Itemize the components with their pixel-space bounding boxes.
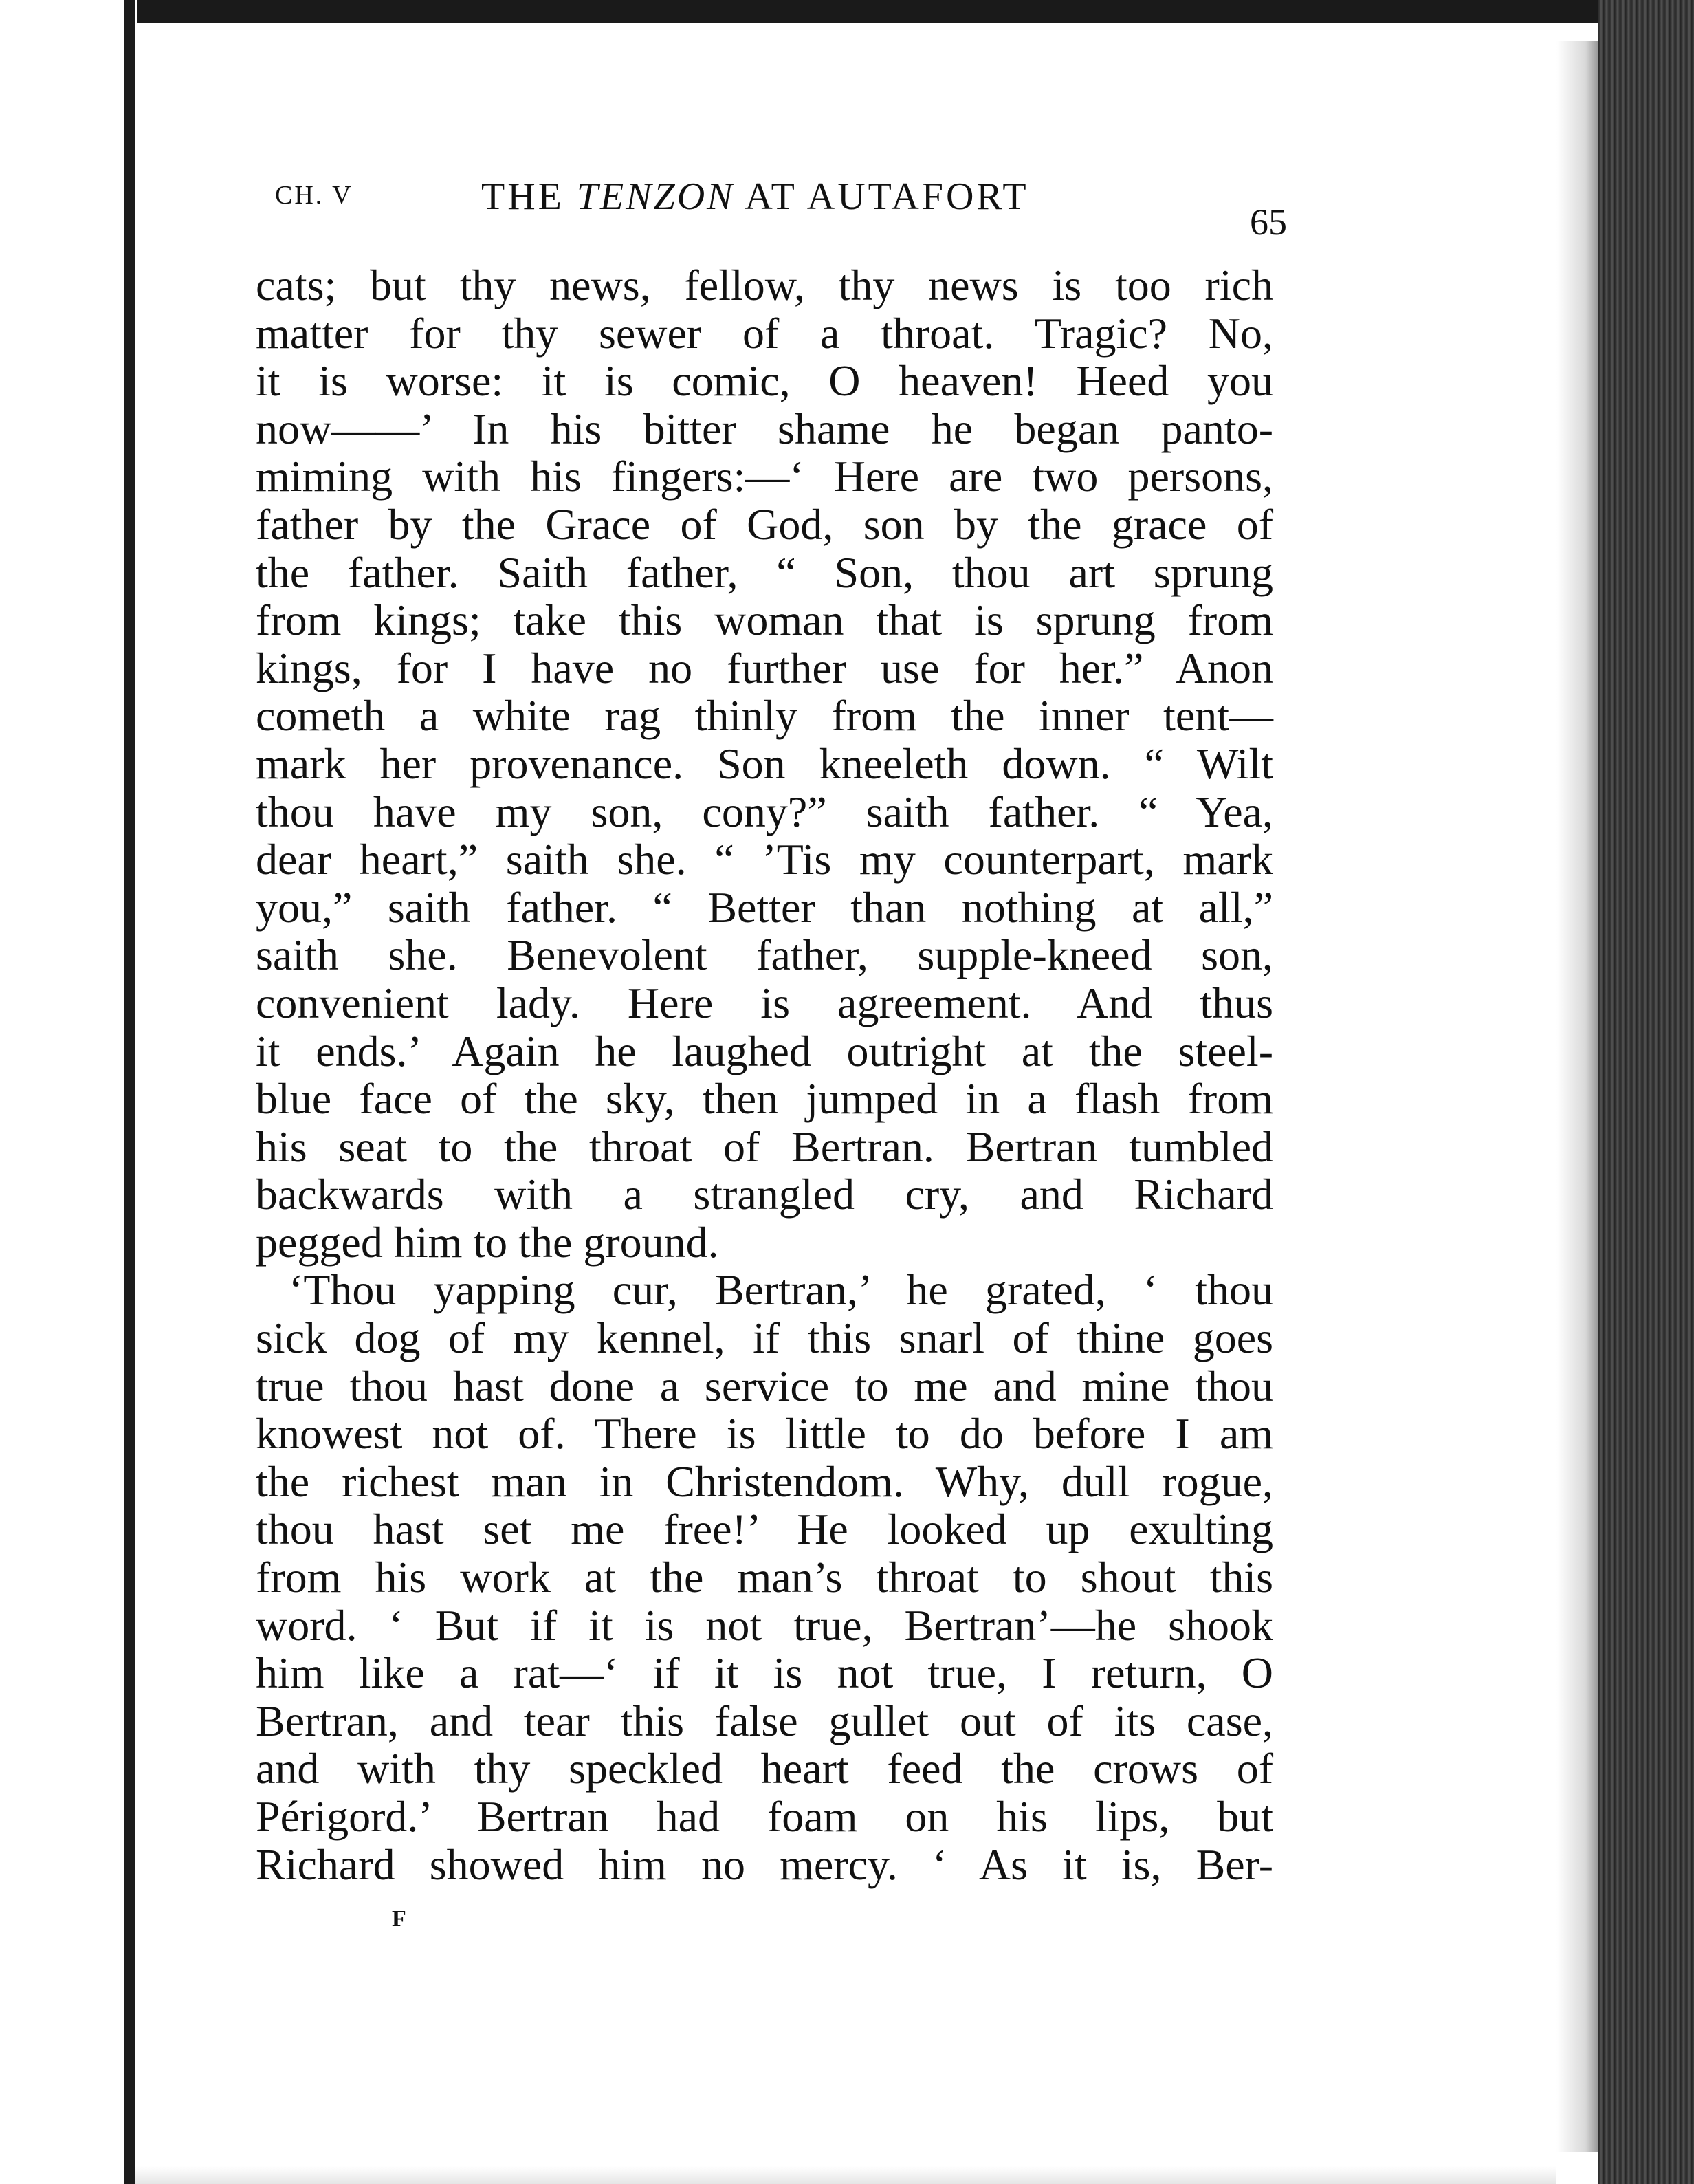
signature-mark: F	[392, 1906, 406, 1932]
running-title	[481, 175, 1029, 219]
running-title-post: AT AUTAFORT	[734, 175, 1029, 218]
text-line: from his work at the man’s throat to shout this	[256, 1553, 1273, 1602]
page-block-edges	[1598, 0, 1694, 2184]
body-text	[256, 261, 1273, 1888]
text-line: the richest man in Christendom. Why, dull rogue,	[256, 1456, 1273, 1506]
text-line: ‘Thou yapping cur, Bertran,’ he grated, ‘ thou	[289, 1265, 1273, 1315]
text-line: thou have my son, cony?” saith father. “ Yea,	[256, 787, 1273, 836]
running-title-pre: THE	[481, 175, 577, 218]
page-curl-shade	[1556, 41, 1598, 2152]
text-line: convenient lady. Here is agreement. And thus	[256, 978, 1273, 1027]
text-line: cometh a white rag thinly from the inner tent—	[256, 691, 1273, 741]
text-line: and with thy speckled heart feed the crows of	[256, 1744, 1273, 1793]
scan-top-border	[0, 0, 1694, 23]
facing-page-sliver	[102, 23, 126, 2184]
text-line: him like a rat—‘ if it is not true, I return, O	[256, 1648, 1273, 1698]
page-bottom-shadow	[135, 2166, 1556, 2184]
running-title-italic: TENZON	[576, 175, 735, 218]
text-line: thou hast set me free!’ He looked up exulting	[256, 1505, 1273, 1554]
text-line: sick dog of my kennel, if this snarl of thine goes	[256, 1313, 1273, 1363]
text-line: matter for thy sewer of a throat. Tragic? No,	[256, 308, 1273, 358]
text-line: you,” saith father. “ Better than nothing at all,”	[256, 882, 1273, 932]
chapter-label: CH. V	[275, 181, 353, 210]
text-line: blue face of the sky, then jumped in a flash from	[256, 1074, 1273, 1124]
text-line: the father. Saith father, “ Son, thou art sprung	[256, 547, 1273, 597]
text-line: from kings; take this woman that is sprung from	[256, 596, 1273, 645]
text-line: miming with his fingers:—‘ Here are two persons,	[256, 452, 1273, 501]
text-line: father by the Grace of God, son by the grace of	[256, 499, 1273, 549]
text-line: true thou hast done a service to me and mine thou	[256, 1361, 1273, 1410]
text-line: knowest not of. There is little to do before I am	[256, 1409, 1273, 1459]
running-head	[275, 175, 1306, 243]
text-line: kings, for I have no further use for her.” Anon	[256, 643, 1273, 692]
text-line: dear heart,” saith she. “ ’Tis my counterpart, mark	[256, 835, 1273, 884]
text-line: now——’ In his bitter shame he began panto-	[256, 404, 1273, 453]
text-line: his seat to the throat of Bertran. Bertran tumbled	[256, 1122, 1273, 1171]
text-line: pegged him to the ground.	[256, 1217, 719, 1267]
text-line: cats; but thy news, fellow, thy news is too rich	[256, 261, 1273, 309]
book-gutter	[124, 0, 135, 2184]
text-line: it is worse: it is comic, O heaven! Heed you	[256, 356, 1273, 406]
text-line: mark her provenance. Son kneeleth down. “ Wilt	[256, 739, 1273, 788]
text-line: Périgord.’ Bertran had foam on his lips, but	[256, 1792, 1273, 1841]
text-line: Richard showed him no mercy. ‘ As it is, Ber-	[256, 1839, 1273, 1889]
text-line: saith she. Benevolent father, supple-kneed son,	[256, 930, 1273, 980]
text-line: Bertran, and tear this false gullet out of its case,	[256, 1696, 1273, 1745]
text-line: word. ‘ But if it is not true, Bertran’—he shook	[256, 1600, 1273, 1650]
text-line: backwards with a strangled cry, and Richard	[256, 1170, 1273, 1219]
page-number: 65	[1250, 201, 1287, 243]
text-line: it ends.’ Again he laughed outright at the steel-	[256, 1026, 1273, 1075]
